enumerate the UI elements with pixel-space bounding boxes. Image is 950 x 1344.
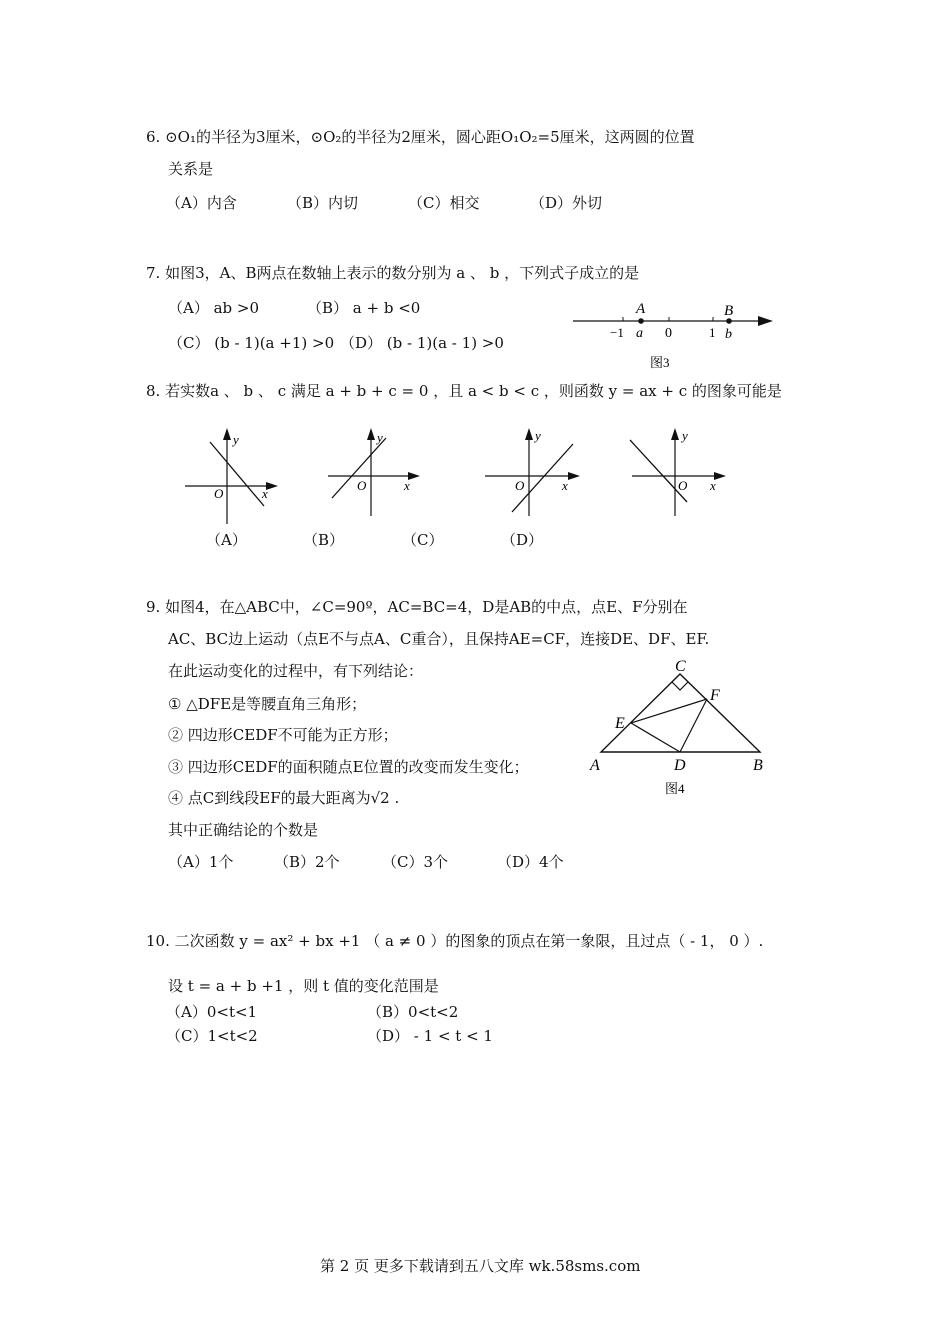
svg-text:y: y [377, 430, 383, 445]
q9-option-a: （A）1个 [168, 853, 234, 871]
point-b-dot [726, 318, 732, 324]
q8-stem: 8. 若实数a 、 b 、 c 满足 a + b + c = 0 ，且 a < b < c ，则函数 y = ax + c 的图象可能是 [146, 382, 782, 400]
q9-line1: 9. 如图4，在△ABC中，∠C=90º，AC=BC=4，D是AB的中点，点E、F分别在 [146, 598, 688, 616]
svg-text:O: O [357, 478, 367, 493]
svg-text:x: x [710, 478, 716, 493]
graph-d [630, 428, 726, 516]
svg-text:D: D [674, 757, 686, 774]
right-angle-mark [672, 682, 688, 690]
q9-conclusion-4: ④ 点C到线段EF的最大距离为√2 . [168, 789, 400, 807]
q6-option-b: （B）内切 [287, 194, 359, 212]
x-arrow-icon [266, 482, 278, 490]
svg-text:x: x [404, 478, 410, 493]
tick-label-zero: 0 [665, 326, 672, 341]
tick-label-a: a [636, 326, 643, 341]
svg-text:A: A [590, 757, 600, 774]
q7-option-b: （B） a + b <0 [307, 299, 421, 317]
q10-option-b: （B）0<t<2 [367, 1003, 459, 1021]
x-arrow-icon [568, 472, 580, 480]
svg-text:y: y [682, 428, 688, 443]
svg-text:O: O [678, 478, 688, 493]
q9-option-b: （B）2个 [274, 853, 340, 871]
q9-conclusion-2: ② 四边形CEDF不可能为正方形； [168, 726, 398, 744]
q10-option-c: （C）1<t<2 [166, 1027, 258, 1045]
svg-text:F: F [710, 687, 720, 704]
q9-line3: 在此运动变化的过程中，有下列结论： [168, 662, 424, 680]
y-arrow-icon [671, 428, 679, 440]
point-label-A: A [636, 301, 646, 317]
segment-de [631, 723, 680, 752]
x-arrow-icon [714, 472, 726, 480]
q9-option-d: （D）4个 [497, 853, 564, 871]
q10-line1: 10. 二次函数 y = ax² + bx +1 （ a ≠ 0 ）的图象的顶点在第一象限，且过点（ - 1， 0 ）. [146, 932, 764, 950]
q7-option-c: （C） (b - 1)(a +1) >0 [168, 334, 335, 352]
triangle-abc [601, 674, 760, 752]
q6-option-a: （A）内含 [166, 194, 237, 212]
y-arrow-icon [367, 428, 375, 440]
point-a-dot [638, 318, 644, 324]
q6-line1: 6. ⊙O₁的半径为3厘米，⊙O₂的半径为2厘米，圆心距O₁O₂=5厘米，这两圆的位置 [146, 128, 695, 146]
q6-option-c: （C）相交 [408, 194, 480, 212]
point-label-B: B [724, 303, 734, 319]
graph-a [185, 428, 278, 524]
graph-label-d: （D） [501, 531, 544, 549]
q9-conclusion-1: ① △DFE是等腰直角三角形； [168, 695, 367, 713]
graph-label-c: （C） [402, 531, 444, 549]
figure-4-caption: 图4 [665, 781, 685, 796]
graph-c [485, 428, 580, 516]
tick-label-minus-one: −1 [610, 325, 624, 340]
segment-df [680, 699, 707, 752]
svg-text:y: y [535, 428, 541, 443]
q6-line2: 关系是 [168, 160, 214, 178]
graph-label-a: （A） [206, 531, 247, 549]
y-arrow-icon [525, 428, 533, 440]
q9-option-c: （C）3个 [382, 853, 449, 871]
tick-label-b: b [725, 327, 732, 342]
graph-b [328, 428, 420, 516]
number-line-figure [565, 296, 780, 376]
y-arrow-icon [223, 428, 231, 440]
q9-conclusion-3: ③ 四边形CEDF的面积随点E位置的改变而发生变化； [168, 758, 529, 776]
page-footer: 第 2 页 更多下载请到五八文库 wk.58sms.com [320, 1257, 641, 1275]
x-arrow-icon [408, 472, 420, 480]
q6-option-d: （D）外切 [530, 194, 603, 212]
q7-option-a: （A） ab >0 [168, 299, 260, 317]
svg-text:O: O [214, 486, 224, 501]
q10-option-a: （A）0<t<1 [166, 1003, 258, 1021]
q8-graphs [180, 420, 740, 530]
q10-option-d: （D） - 1 < t < 1 [367, 1027, 493, 1045]
q7-option-d: （D） (b - 1)(a - 1) >0 [340, 334, 504, 352]
svg-text:B: B [753, 757, 763, 774]
svg-text:E: E [615, 715, 625, 732]
svg-text:C: C [675, 658, 686, 675]
svg-text:x: x [562, 478, 568, 493]
q10-line2: 设 t = a + b +1 ，则 t 值的变化范围是 [168, 977, 439, 995]
svg-text:y: y [233, 432, 239, 447]
q9-line2: AC、BC边上运动（点E不与点A、C重合），且保持AE=CF，连接DE、DF、EF. [168, 630, 710, 648]
q7-stem: 7. 如图3，A、B两点在数轴上表示的数分别为 a 、 b ，下列式子成立的是 [146, 264, 640, 282]
tick-label-one: 1 [709, 325, 716, 340]
svg-text:x: x [262, 486, 268, 501]
graph-label-b: （B） [303, 531, 345, 549]
arrow-head-icon [758, 316, 773, 326]
figure-3-caption: 图3 [650, 355, 670, 370]
q9-question: 其中正确结论的个数是 [168, 821, 319, 839]
svg-text:O: O [515, 478, 525, 493]
triangle-figure [585, 655, 775, 800]
